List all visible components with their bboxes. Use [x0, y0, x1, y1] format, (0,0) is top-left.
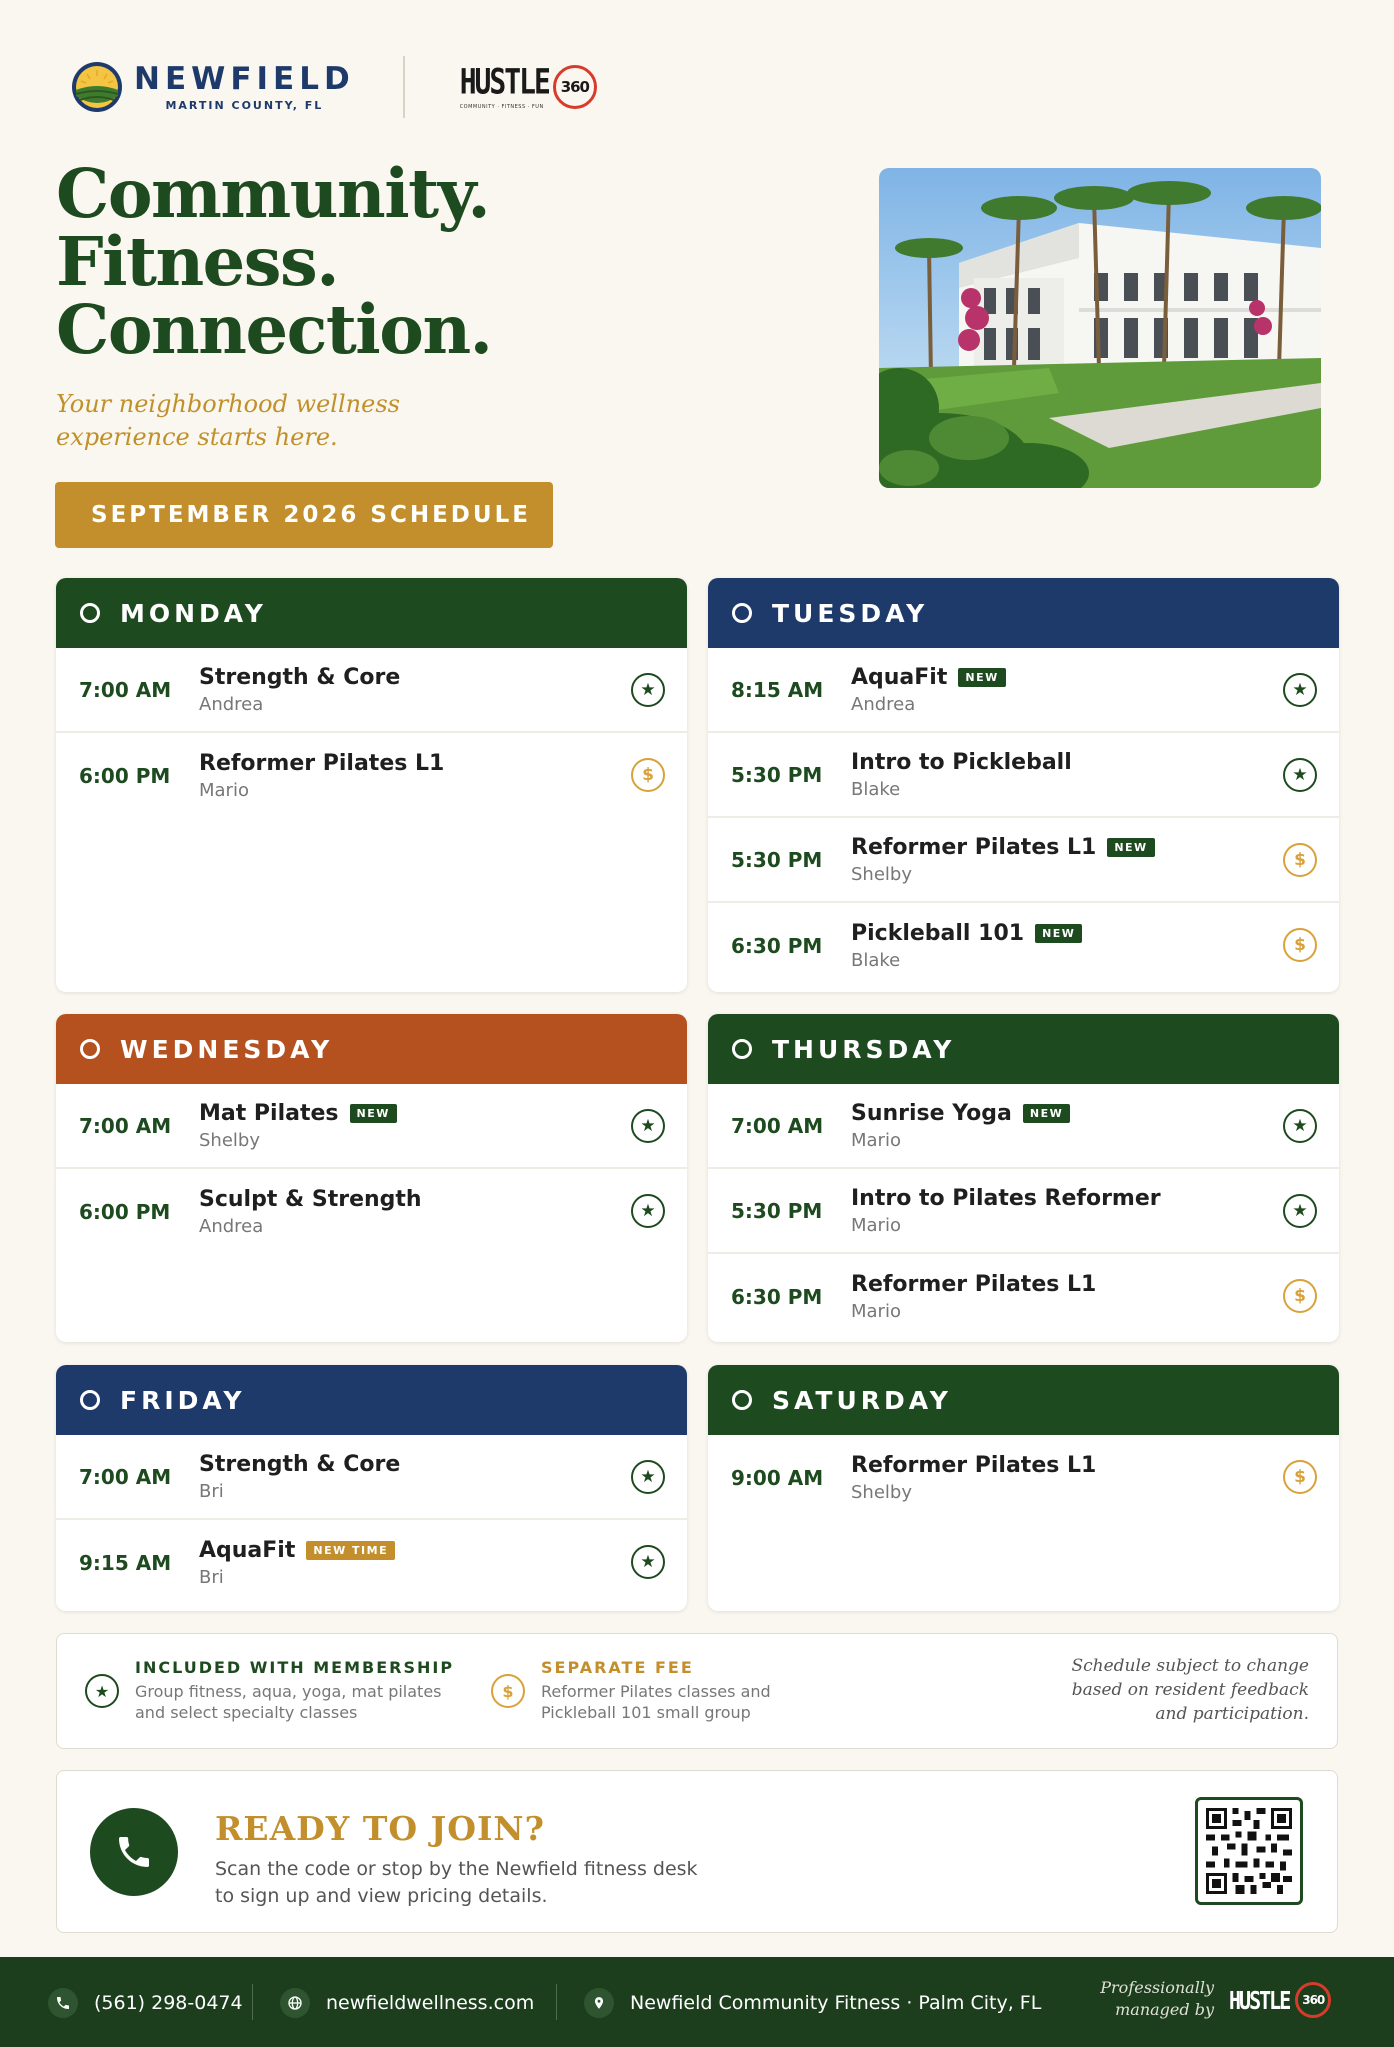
legend-included-desc — [135, 1681, 465, 1723]
logo-divider — [403, 56, 405, 118]
class-row[interactable] — [708, 733, 1339, 818]
schedule-note-line-1: Schedule subject to change — [1071, 1656, 1309, 1676]
circle-icon — [80, 1390, 100, 1410]
managed-by-label — [1100, 1977, 1214, 2021]
class-name: Reformer Pilates L1 — [199, 750, 445, 776]
new-badge: NEW — [1035, 924, 1082, 943]
class-name: Mat Pilates — [199, 1100, 339, 1126]
new-badge: NEW — [1023, 1104, 1070, 1123]
class-time: 5:30 PM — [731, 847, 823, 872]
newfield-emblem-icon — [70, 60, 124, 114]
new-badge: NEW — [350, 1104, 397, 1123]
class-name: Intro to Pilates Reformer — [851, 1185, 1161, 1211]
new-badge: NEW — [1107, 838, 1154, 857]
footer-website-text: newfieldwellness.com — [326, 1992, 535, 2014]
day-card-saturday — [708, 1365, 1339, 1611]
class-time: 9:00 AM — [731, 1465, 824, 1490]
class-row[interactable] — [56, 1084, 687, 1169]
class-name: Sculpt & Strength — [199, 1186, 422, 1212]
class-time: 6:30 PM — [731, 1284, 823, 1309]
footer-address[interactable] — [584, 1988, 1041, 2018]
legend-fee-desc-line-2: Pickleball 101 small group — [541, 1703, 751, 1722]
legend-fee-desc-line-1: Reformer Pilates classes and — [541, 1682, 771, 1701]
hero-line-3: Connection. — [56, 290, 492, 369]
dollar-icon: $ — [1283, 1279, 1317, 1313]
class-instructor: Andrea — [199, 693, 264, 715]
hustle-360-badge: 360 — [553, 65, 597, 109]
class-instructor: Bri — [199, 1480, 224, 1502]
class-row[interactable] — [56, 733, 687, 818]
class-name: AquaFit — [851, 664, 948, 690]
class-row[interactable] — [56, 1435, 687, 1520]
class-instructor: Bri — [199, 1566, 224, 1588]
legend-panel — [56, 1633, 1338, 1749]
day-card-friday — [56, 1365, 687, 1611]
new-time-badge: NEW TIME — [306, 1541, 395, 1560]
footer-phone[interactable] — [48, 1988, 243, 2018]
footer-address-text: Newfield Community Fitness · Palm City, FL — [630, 1992, 1042, 2014]
dollar-icon: $ — [1283, 928, 1317, 962]
legend-included-desc-line-1: Group fitness, aqua, yoga, mat pilates — [135, 1682, 442, 1701]
class-name: Sunrise Yoga — [851, 1100, 1012, 1126]
class-row[interactable] — [56, 648, 687, 733]
class-time: 7:00 AM — [731, 1113, 824, 1138]
schedule-month-button[interactable]: SEPTEMBER 2026 SCHEDULE — [55, 482, 553, 548]
class-time: 9:15 AM — [79, 1550, 172, 1575]
footer-website[interactable] — [280, 1988, 534, 2018]
day-header-monday — [56, 578, 687, 648]
star-icon: ★ — [85, 1674, 119, 1708]
day-header-thursday — [708, 1014, 1339, 1084]
star-icon: ★ — [1283, 673, 1317, 707]
class-name: Intro to Pickleball — [851, 749, 1072, 775]
location-pin-icon — [584, 1988, 614, 2018]
class-instructor: Blake — [851, 949, 901, 971]
day-header-friday — [56, 1365, 687, 1435]
class-time: 6:00 PM — [79, 1199, 171, 1224]
hero-tagline — [56, 388, 456, 454]
day-header-saturday — [708, 1365, 1339, 1435]
managed-by-line-1: Professionally — [1100, 1978, 1214, 1997]
class-instructor: Shelby — [199, 1129, 260, 1151]
class-time: 8:15 AM — [731, 677, 824, 702]
class-row[interactable] — [708, 1435, 1339, 1520]
day-header-wednesday — [56, 1014, 687, 1084]
footer-phone-text: (561) 298-0474 — [94, 1992, 243, 2014]
footer-divider — [252, 1984, 253, 2020]
dollar-icon: $ — [1283, 843, 1317, 877]
class-time: 7:00 AM — [79, 677, 172, 702]
legend-included-title: INCLUDED WITH MEMBERSHIP — [135, 1658, 455, 1677]
day-label: SATURDAY — [772, 1385, 952, 1415]
schedule-note-line-3: and participation. — [1155, 1704, 1309, 1724]
hustle-tagline: COMMUNITY · FITNESS · FUN — [459, 103, 544, 110]
legend-fee-title: SEPARATE FEE — [541, 1658, 694, 1677]
hero-line-1: Community. — [56, 154, 490, 233]
brand-location: MARTIN COUNTY, FL — [165, 98, 324, 112]
hustle-wordmark: HUSTLE — [459, 60, 549, 102]
class-time: 5:30 PM — [731, 762, 823, 787]
dollar-icon: $ — [491, 1674, 525, 1708]
class-row[interactable] — [708, 1169, 1339, 1254]
footer-hustle-logo — [1229, 1982, 1331, 2018]
class-row[interactable] — [708, 648, 1339, 733]
day-label: MONDAY — [120, 598, 267, 628]
day-label: TUESDAY — [772, 598, 929, 628]
footer-divider — [556, 1984, 557, 2020]
join-text-line-2: to sign up and view pricing details. — [215, 1885, 548, 1907]
class-instructor: Mario — [851, 1300, 901, 1322]
class-instructor: Blake — [851, 778, 901, 800]
class-row[interactable] — [56, 1520, 687, 1605]
newfield-logo — [70, 60, 355, 114]
class-name: Reformer Pilates L1 — [851, 1271, 1097, 1297]
class-time: 7:00 AM — [79, 1113, 172, 1138]
class-row[interactable] — [708, 818, 1339, 903]
class-name: Reformer Pilates L1 — [851, 1452, 1097, 1478]
star-icon: ★ — [631, 1109, 665, 1143]
footer-hustle-wordmark: HUSTLE — [1229, 1985, 1290, 2015]
join-title: READY TO JOIN? — [215, 1809, 545, 1848]
hero-tagline-line-2: experience starts here. — [56, 423, 338, 451]
class-name: Reformer Pilates L1 — [851, 834, 1097, 860]
class-instructor: Shelby — [851, 863, 912, 885]
phone-icon — [48, 1988, 78, 2018]
class-row[interactable] — [708, 903, 1339, 988]
circle-icon — [80, 1039, 100, 1059]
hero-tagline-line-1: Your neighborhood wellness — [56, 390, 400, 418]
legend-fee-desc — [541, 1681, 871, 1723]
dollar-icon: $ — [631, 758, 665, 792]
class-instructor: Mario — [199, 779, 249, 801]
class-instructor: Andrea — [851, 693, 916, 715]
footer-hustle-360-badge: 360 — [1295, 1982, 1331, 2018]
star-icon: ★ — [1283, 1109, 1317, 1143]
star-icon: ★ — [631, 1545, 665, 1579]
class-time: 7:00 AM — [79, 1464, 172, 1489]
class-instructor: Mario — [851, 1129, 901, 1151]
clubhouse-photo — [879, 168, 1321, 488]
circle-icon — [732, 1390, 752, 1410]
join-text — [215, 1856, 698, 1910]
class-row[interactable] — [708, 1084, 1339, 1169]
class-time: 6:30 PM — [731, 933, 823, 958]
class-name: Pickleball 101 — [851, 920, 1025, 946]
legend-included-desc-line-2: and select specialty classes — [135, 1703, 358, 1722]
circle-icon — [80, 603, 100, 623]
star-icon: ★ — [631, 673, 665, 707]
day-label: FRIDAY — [120, 1385, 246, 1415]
class-instructor: Shelby — [851, 1481, 912, 1503]
day-card-thursday — [708, 1014, 1339, 1342]
class-time: 6:00 PM — [79, 763, 171, 788]
schedule-note — [1019, 1654, 1309, 1726]
star-icon: ★ — [1283, 758, 1317, 792]
globe-icon — [280, 1988, 310, 2018]
day-label: WEDNESDAY — [120, 1034, 334, 1064]
join-panel — [56, 1770, 1338, 1933]
schedule-note-line-2: based on resident feedback — [1071, 1680, 1309, 1700]
circle-icon — [732, 603, 752, 623]
footer — [0, 1957, 1394, 2047]
brand-name: NEWFIELD — [134, 60, 355, 97]
legend-included — [85, 1658, 465, 1723]
day-card-wednesday — [56, 1014, 687, 1342]
dollar-icon: $ — [1283, 1460, 1317, 1494]
phone-icon[interactable] — [90, 1808, 178, 1896]
hero-title — [56, 154, 492, 369]
header-logos — [70, 54, 597, 120]
class-instructor: Andrea — [199, 1215, 264, 1237]
day-header-tuesday — [708, 578, 1339, 648]
hustle-logo — [459, 60, 597, 110]
legend-fee — [491, 1658, 871, 1723]
day-card-monday — [56, 578, 687, 992]
class-name: AquaFit — [199, 1537, 296, 1563]
class-name: Strength & Core — [199, 1451, 401, 1477]
qr-code[interactable] — [1195, 1797, 1303, 1905]
day-label: THURSDAY — [772, 1034, 956, 1064]
class-time: 5:30 PM — [731, 1198, 823, 1223]
star-icon: ★ — [631, 1460, 665, 1494]
class-instructor: Mario — [851, 1214, 901, 1236]
star-icon: ★ — [1283, 1194, 1317, 1228]
day-card-tuesday — [708, 578, 1339, 992]
class-row[interactable] — [708, 1254, 1339, 1339]
class-row[interactable] — [56, 1169, 687, 1254]
new-badge: NEW — [958, 668, 1005, 687]
join-text-line-1: Scan the code or stop by the Newfield fitness desk — [215, 1858, 698, 1880]
circle-icon — [732, 1039, 752, 1059]
class-name: Strength & Core — [199, 664, 401, 690]
star-icon: ★ — [631, 1194, 665, 1228]
hero-line-2: Fitness. — [56, 222, 339, 301]
managed-by-line-2: managed by — [1115, 2000, 1214, 2019]
